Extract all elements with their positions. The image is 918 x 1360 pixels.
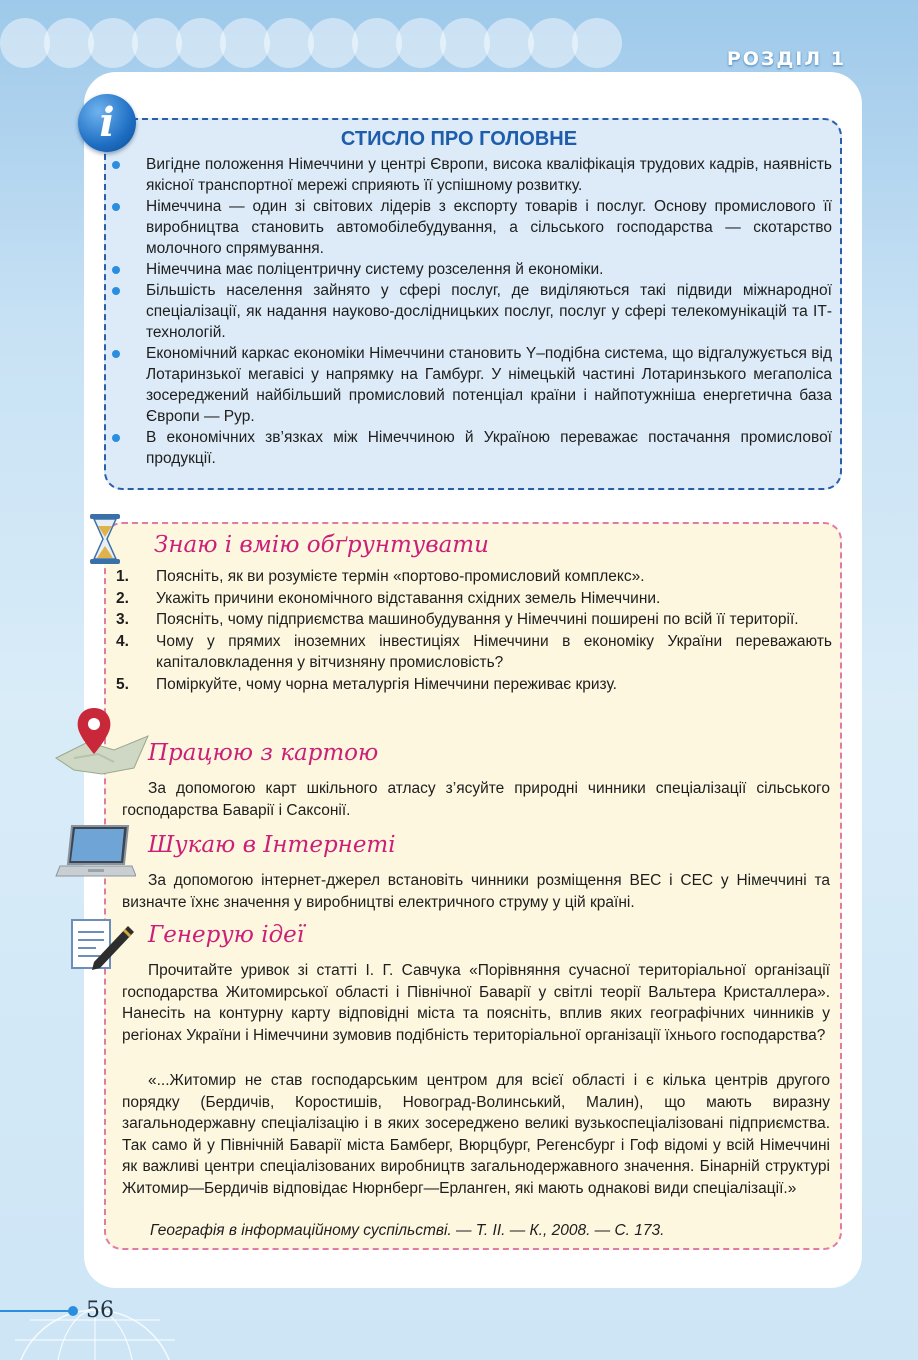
list-item: В економічних зв’язках між Німеччиною й Україною переважає постачання промислової продукції. <box>0 427 918 469</box>
bullet-icon <box>112 203 120 211</box>
info-icon: i <box>78 94 136 152</box>
header-decoration <box>0 18 640 68</box>
map-heading: Працюю з картою <box>148 740 379 766</box>
list-item: Економічний каркас економіки Німеччини становить Y–подібна система, що відгалужується від Лотаринзької мегавісі у напрямку на Гамбург. У німецькій частині Лотаринзького мегаполіса зосереджений найбільший промисловий потенціал країни і найпотужніша енергетична база Європи — Рур. <box>0 343 918 427</box>
hourglass-icon <box>88 514 122 564</box>
internet-task-text: За допомогою інтернет-джерел встановіть чинники розміщення ВЕС і СЕС у Німеччині та визначте їхнє значення у виробництві електричного струму у цій країні. <box>122 872 830 911</box>
questions-list <box>0 566 918 695</box>
list-item: 4. Чому у прямих іноземних інвестиціях Німеччини в економіку України переважають капіталовкладення у вітчизняну промисловість? <box>116 632 832 671</box>
bullet-icon <box>112 287 120 295</box>
bullet-icon <box>112 350 120 358</box>
map-task-text: За допомогою карт шкільного атласу з’ясуйте природні чинники спеціалізації сільського господарства Баварії і Саксонії. <box>122 780 830 819</box>
list-item: Більшість населення зайнято у сфері послуг, де виділяються такі підвиди міжнародної спеціалізації, як надання науково-дослідницьких послуг, послуг у сфері телекомунікацій та ІТ-технологій. <box>0 280 918 343</box>
section-label: РОЗДІЛ 1 <box>726 48 846 70</box>
bullet-icon <box>112 434 120 442</box>
page-number: 56 <box>86 1298 114 1323</box>
know-heading: Знаю і вмію обґрунтувати <box>154 532 489 558</box>
internet-heading: Шукаю в Інтернеті <box>148 832 396 858</box>
list-item: 1. Поясніть, як ви розумієте термін «портово-промисловий комплекс». <box>116 568 645 585</box>
citation: Географія в інформаційному суспільстві. — Т. ІІ. — К., 2008. — С. 173. <box>150 1222 665 1239</box>
summary-title: СТИСЛО ПРО ГОЛОВНЕ <box>340 128 578 150</box>
ideas-task-text: Прочитайте уривок зі статті І. Г. Савчука «Порівняння сучасної територіальної організації господарства Житомирської області і Північної Баварії у світлі теорії Вальтера Кристаллера». Нанесіть на контурну карту відповідні міста та поясніть, вплив яких географічних чинників у регіонах України і Німеччини зумовив подібність територіальної організації їхнього господарства? <box>122 962 830 1044</box>
bullet-icon <box>112 266 120 274</box>
map-pin-icon <box>54 706 150 776</box>
summary-list <box>0 154 918 469</box>
list-item: Вигідне положення Німеччини у центрі Європи, висока кваліфікація трудових кадрів, наявність якісної транспортної мережі сприяють її успішному розвитку. <box>0 154 918 196</box>
list-item: Німеччина має поліцентричну систему розселення й економіки. <box>0 259 918 280</box>
list-item: 3. Поясніть, чому підприємства машинобудування у Німеччині поширені по всій її території. <box>116 611 799 628</box>
list-item: Німеччина — один зі світових лідерів з експорту товарів і послуг. Основу промислового її виробництва становить автомобілебудування, а сільського господарства — скотарство молочного спрямування. <box>0 196 918 259</box>
bullet-icon <box>112 161 120 169</box>
list-item: 2. Укажіть причини економічного відставання східних земель Німеччини. <box>116 589 661 607</box>
ideas-heading: Генерую ідеї <box>148 922 305 948</box>
list-item: 5. Поміркуйте, чому чорна металургія Німеччини переживає кризу. <box>116 675 617 693</box>
quote-text: «...Житомир не став господарським центром для всієї області і є кілька центрів другого порядку (Бердичів, Коростишів, Новоград-Волинський, Малин), що мають виразну загальнодержавну спеціалізацію і в яких зосереджено великі вузькоспеціалізовані підприємства. Так само й у Північній Баварії міста Бамберг, Вюрцбург, Регенсбург і Гоф відомі у всій Німеччині як важливі центри спеціалізованих виробництв загальнодержавного значення. Бінарній структурі Житомир—Бердичів відповідає Нюрнберг—Ерланген, які мають однакові види спеціалізації.» <box>122 1072 830 1197</box>
page-number-rule <box>0 1310 74 1312</box>
page-number-dot <box>68 1306 78 1316</box>
